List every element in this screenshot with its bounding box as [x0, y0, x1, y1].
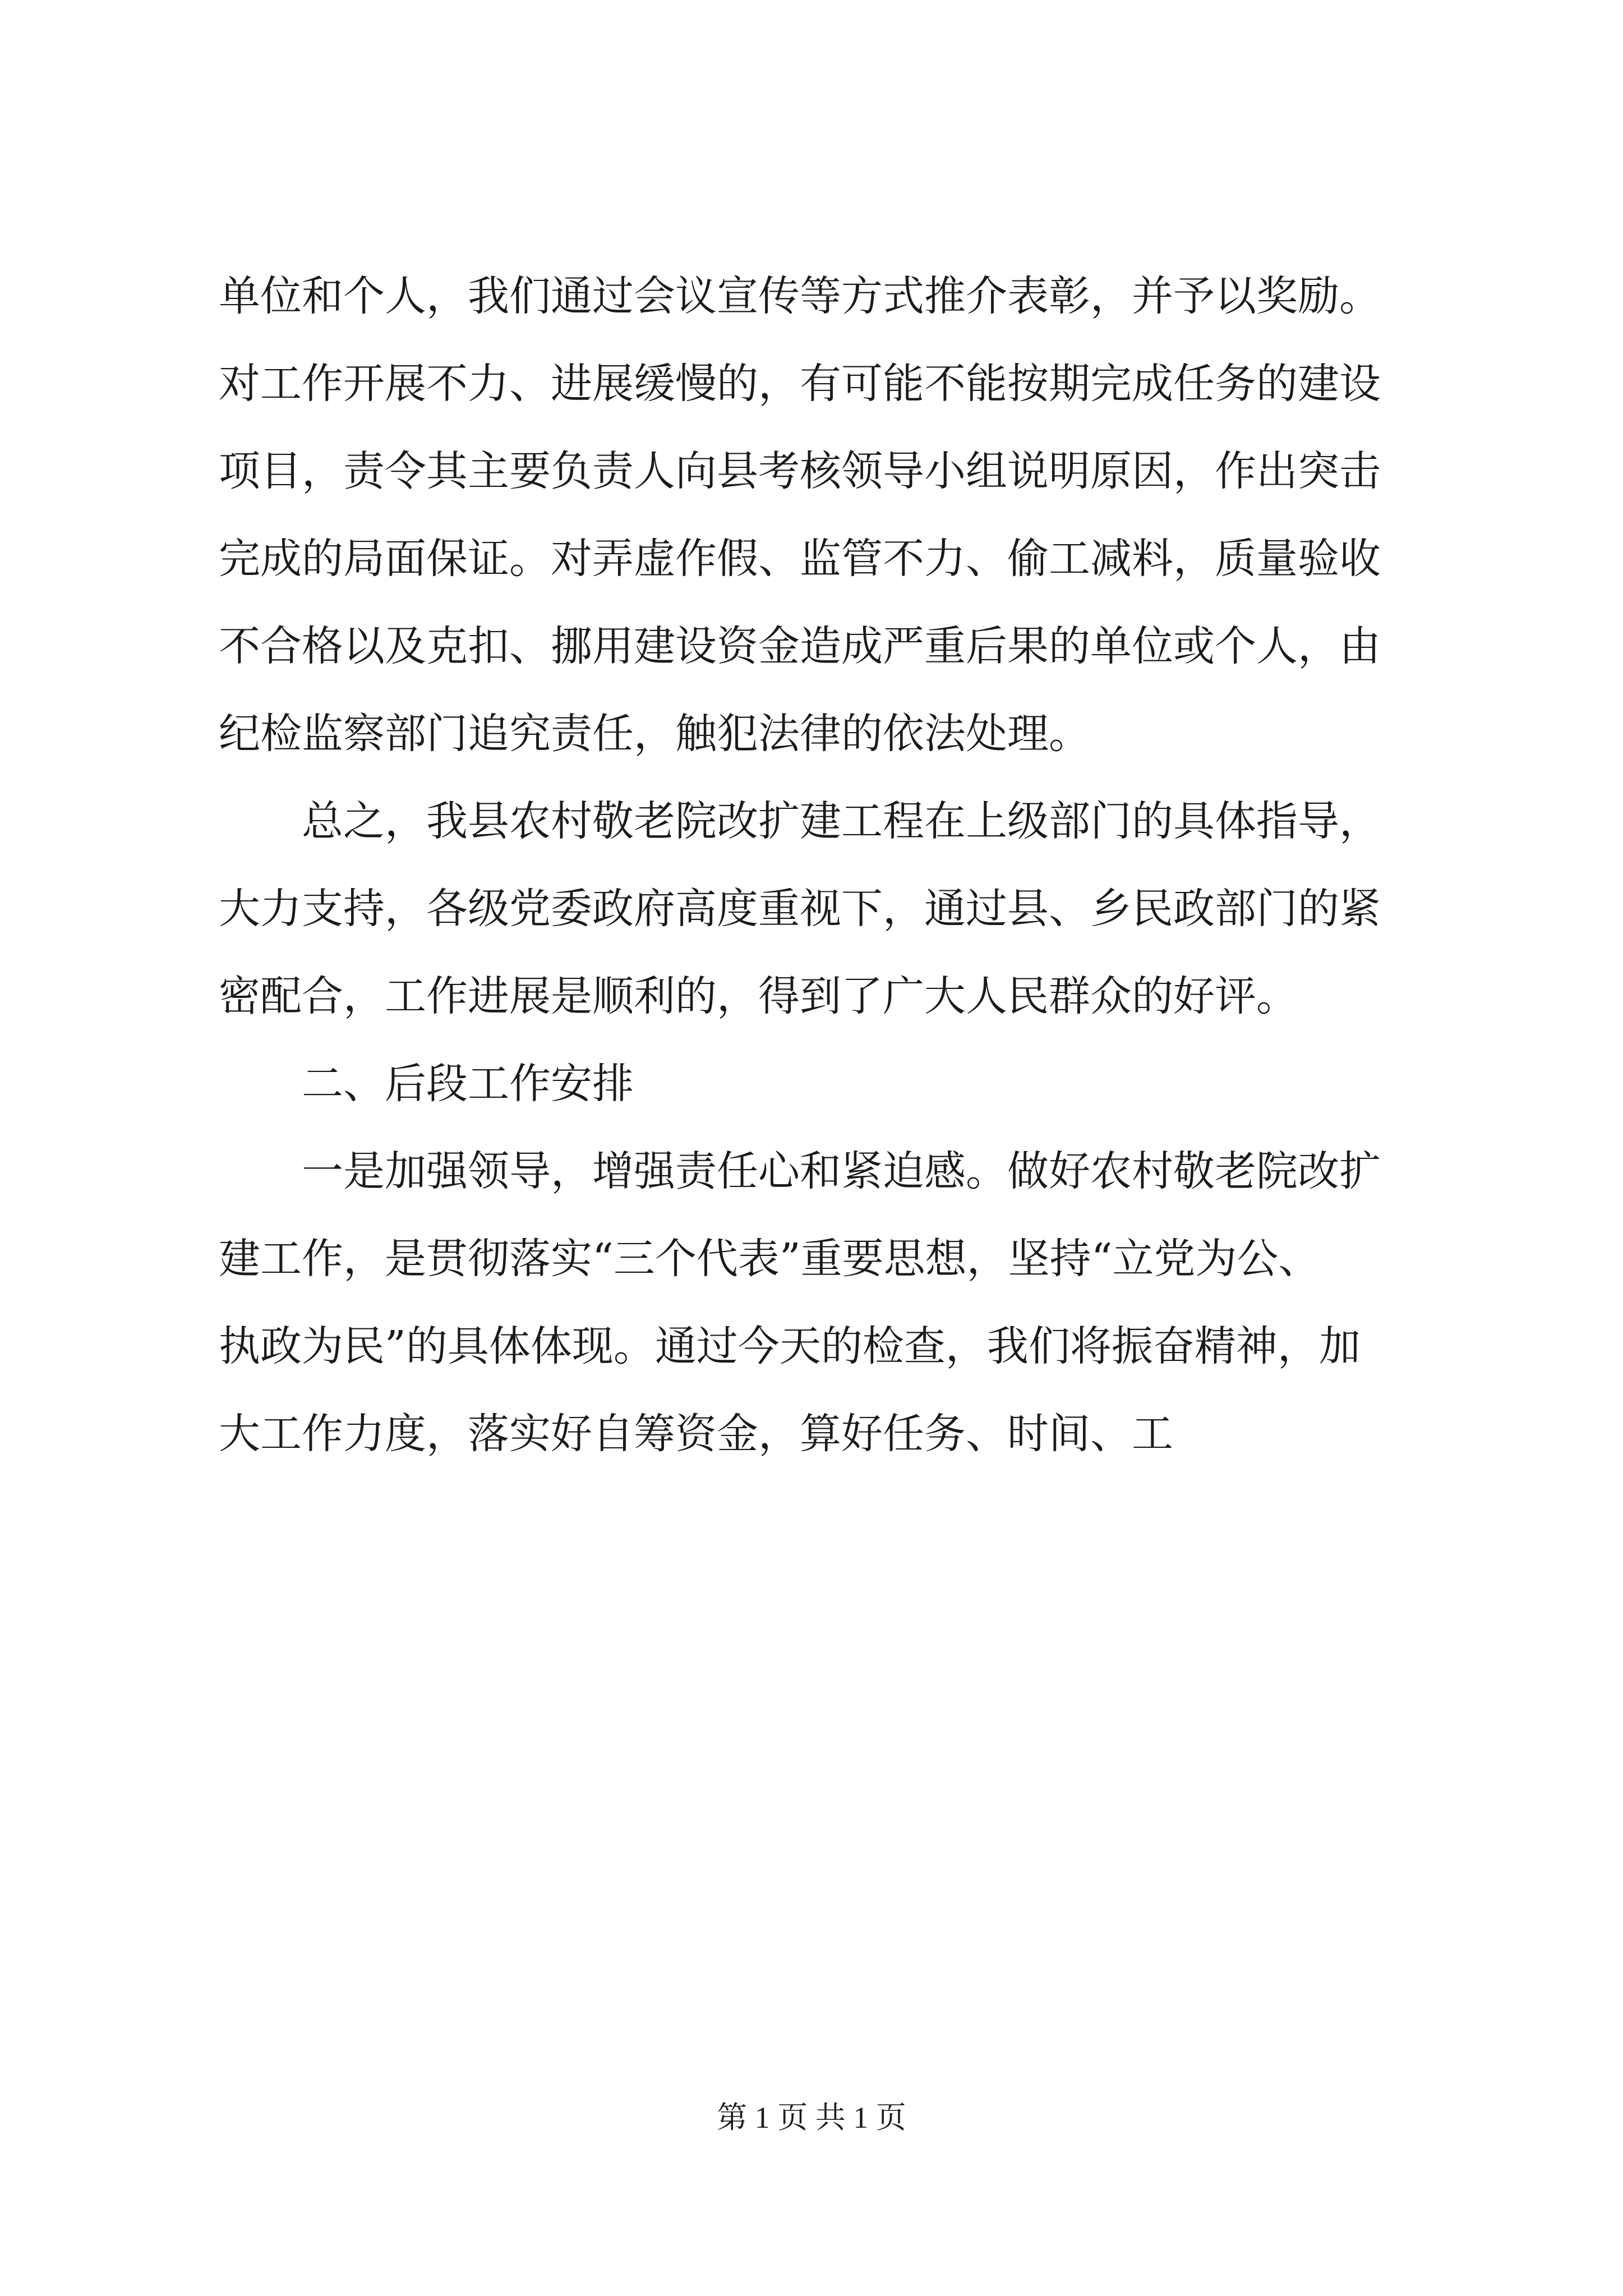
body-line: 密配合，工作进展是顺利的，得到了广大人民群众的好评。	[219, 972, 1298, 1020]
body-line: 项目，责令其主要负责人向县考核领导小组说明原因，作出突击	[219, 447, 1381, 495]
paragraph-first-line: 总之，我县农村敬老院改扩建工程在上级部门的具体指导，	[302, 797, 1381, 845]
body-line: 对工作开展不力、进展缓慢的，有可能不能按期完成任务的建设	[219, 360, 1381, 408]
body-line: 执政为民”的具体体现。通过今天的检查，我们将振奋精神，加	[219, 1322, 1361, 1370]
body-line: 完成的局面保证。对弄虚作假、监管不力、偷工减料，质量验收	[219, 535, 1381, 583]
body-line: 建工作，是贯彻落实“三个代表”重要思想，坚持“立党为公、	[219, 1235, 1320, 1283]
body-line: 不合格以及克扣、挪用建设资金造成严重后果的单位或个人，由	[219, 622, 1381, 670]
body-line: 大力支持，各级党委政府高度重视下，通过县、乡民政部门的紧	[219, 885, 1381, 933]
document-body	[219, 252, 1419, 1478]
body-line: 大工作力度，落实好自筹资金，算好任务、时间、工	[219, 1410, 1173, 1458]
body-line: 纪检监察部门追究责任，触犯法律的依法处理。	[219, 710, 1090, 758]
body-line: 单位和个人，我们通过会议宣传等方式推介表彰，并予以奖励。	[219, 272, 1381, 320]
page-number: 第 1 页 共 1 页	[717, 2101, 906, 2134]
paragraph-first-line: 一是加强领导，增强责任心和紧迫感。做好农村敬老院改扩	[302, 1147, 1381, 1195]
section-heading: 二、后段工作安排	[302, 1060, 634, 1108]
